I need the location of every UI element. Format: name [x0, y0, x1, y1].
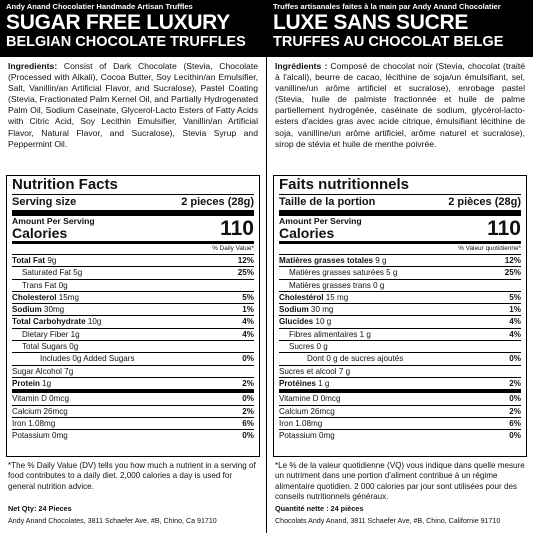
nutrient-row: Dietary Fiber 1g 4% [12, 329, 254, 341]
serving-size-value: 2 pièces (28g) [448, 196, 521, 208]
french-label-column [267, 0, 533, 533]
nutrient-row: Sucres et alcool 7 g [279, 366, 521, 378]
calories-label: Calories [12, 225, 68, 241]
serving-size-label: Serving size [12, 196, 77, 208]
nutrient-row: Calcium 26mcg 2% [279, 406, 521, 418]
amount-per-serving: Amount Per Serving [279, 216, 362, 226]
nutrient-row: Sugar Alcohol 7g [12, 366, 254, 378]
nutrient-row: Matières grasses trans 0 g [279, 280, 521, 292]
nutrition-facts-panel [6, 175, 260, 457]
nutrient-row: Total Sugars 0g [12, 341, 254, 353]
french-banner [267, 0, 533, 57]
ingredients-text [0, 57, 266, 171]
serving-size-value: 2 pieces (28g) [181, 196, 254, 208]
nutrient-row: Matières grasses totales 9 g 12% [279, 255, 521, 267]
daily-value-header: % Valeur quotidienne* [279, 244, 521, 255]
nutrient-row: Potassium 0mg 0% [12, 431, 254, 441]
nutrient-row: Trans Fat 0g [12, 280, 254, 292]
nutrient-row: Sucres 0 g [279, 341, 521, 353]
serving-size-row [279, 195, 521, 216]
nutrient-row: Cholesterol 15mg 5% [12, 292, 254, 304]
nutrient-row: Protéines 1 g 2% [279, 378, 521, 393]
brand-subtitle: Andy Anand Chocolatier Handmade Artisan Truffles [6, 2, 193, 11]
daily-value-header: % Daily Value* [12, 244, 254, 255]
nutrient-row: Glucides 10 g 4% [279, 316, 521, 328]
brand-subtitle: Truffes artisanales faites à la main par Andy Anand Chocolatier [273, 2, 501, 11]
calories-value: 110 [487, 217, 521, 240]
ingredients-body: Composé de chocolat noir (Stevia, chocolat (traité à l'alcali), beurre de cacao, lécithine de soja/un émulsifiant, sel, vanilline/un arôme artificiel et sucralose), enrobage pastel (Stevia, huile de palmiste fractionnée et huile de palme partiellement hydrogénée, caséinate de sodium, glycérol-lacto-esters d'acides gras avec acide citrique, émulsifiant lécithine de soja, vanilline/un arôme artificiel, arôme naturel et sucralose), sirop de stévia et huile de menthe poivrée. [275, 61, 525, 149]
nutrition-facts-title: Nutrition Facts [12, 176, 254, 195]
nutrient-row: Iron 1.08mg 6% [12, 418, 254, 430]
english-banner [0, 0, 266, 57]
nutrient-row: Vitamin D 0mcg 0% [12, 393, 254, 405]
serving-size-label: Taille de la portion [279, 196, 376, 208]
english-label-column [0, 0, 266, 533]
nutrient-row: Saturated Fat 5g 25% [12, 267, 254, 279]
nutrient-row: Potassium 0mg 0% [279, 431, 521, 441]
nutrient-row: Cholestérol 15 mg 5% [279, 292, 521, 304]
ingredients-label: Ingrédients : [275, 61, 328, 71]
net-quantity: Quantité nette : 24 pièces [275, 504, 364, 513]
nutrient-row: Iron 1.08mg 6% [279, 418, 521, 430]
nutrition-facts-panel [273, 175, 527, 457]
product-title: SUGAR FREE LUXURY [6, 11, 230, 34]
manufacturer-address: Chocolats Andy Anand, 3811 Schaefer Ave, #B, Chino, Californie 91710 [275, 517, 501, 525]
nutrient-row: Total Fat 9g 12% [12, 255, 254, 267]
manufacturer-address: Andy Anand Chocolates, 3811 Schaefer Ave, #B, Chino, Ca 91710 [8, 517, 217, 525]
nutrient-row: Fibres alimentaires 1 g 4% [279, 329, 521, 341]
nutrient-row: Sodium 30 mg 1% [279, 304, 521, 316]
nutrition-facts-title: Faits nutritionnels [279, 176, 521, 195]
ingredients-body: Consist of Dark Chocolate (Stevia, Chocolate (Processed with Alkali), Cocoa Butter, Soy Lecithin/an Emulsifier, Salt, Vanillin/an Artificial Flavor, and Sucralose), Pastel Coating (Stevia, Fractionated Palm Kernel Oil, and Partially Hydrogenated Palm Oil, Sodium Caseinate, Glycerol-Lacto Esters of Fatty Acids with Citric Acid, Soy Lecithin Emulsifier, Vanillin/an Artificial Flavor, Natural Flavor, and Sucralose), Stevia Syrup and Peppermint Oil. [8, 61, 258, 149]
calories-label: Calories [279, 225, 335, 241]
serving-size-row [12, 195, 254, 216]
nutrient-row: Calcium 26mcg 2% [12, 406, 254, 418]
daily-value-footnote: *The % Daily Value (DV) tells you how much a nutrient in a serving of food contributes to a daily diet. 2,000 calories a day is used for general nutrition advice. [8, 461, 256, 491]
nutrient-row: Vitamine D 0mcg 0% [279, 393, 521, 405]
net-quantity: Net Qty: 24 Pieces [8, 504, 72, 513]
nutrient-row: Includes 0g Added Sugars 0% [12, 353, 254, 365]
ingredients-text [267, 57, 533, 171]
nutrient-row: Protein 1g 2% [12, 378, 254, 393]
amount-per-serving: Amount Per Serving [12, 216, 95, 226]
product-subtitle: BELGIAN CHOCOLATE TRUFFLES [6, 34, 246, 50]
daily-value-footnote: *Le % de la valeur quotidienne (VQ) vous indique dans quelle mesure un nutriment dans une portion d'aliment contribue à un régime alimentaire quotidien. 2 000 calories par jour sont utilisées pour des conseils nutritionnels généraux. [275, 461, 525, 502]
calories-value: 110 [220, 217, 254, 240]
calories-row [279, 216, 521, 244]
product-subtitle: TRUFFES AU CHOCOLAT BELGE [273, 34, 504, 50]
product-title: LUXE SANS SUCRE [273, 11, 469, 34]
calories-row [12, 216, 254, 244]
nutrient-row: Dont 0 g de sucres ajoutés 0% [279, 353, 521, 365]
nutrient-row: Sodium 30mg 1% [12, 304, 254, 316]
nutrient-row: Total Carbohydrate 10g 4% [12, 316, 254, 328]
ingredients-label: Ingredients: [8, 61, 58, 71]
nutrient-row: Matières grasses saturées 5 g 25% [279, 267, 521, 279]
